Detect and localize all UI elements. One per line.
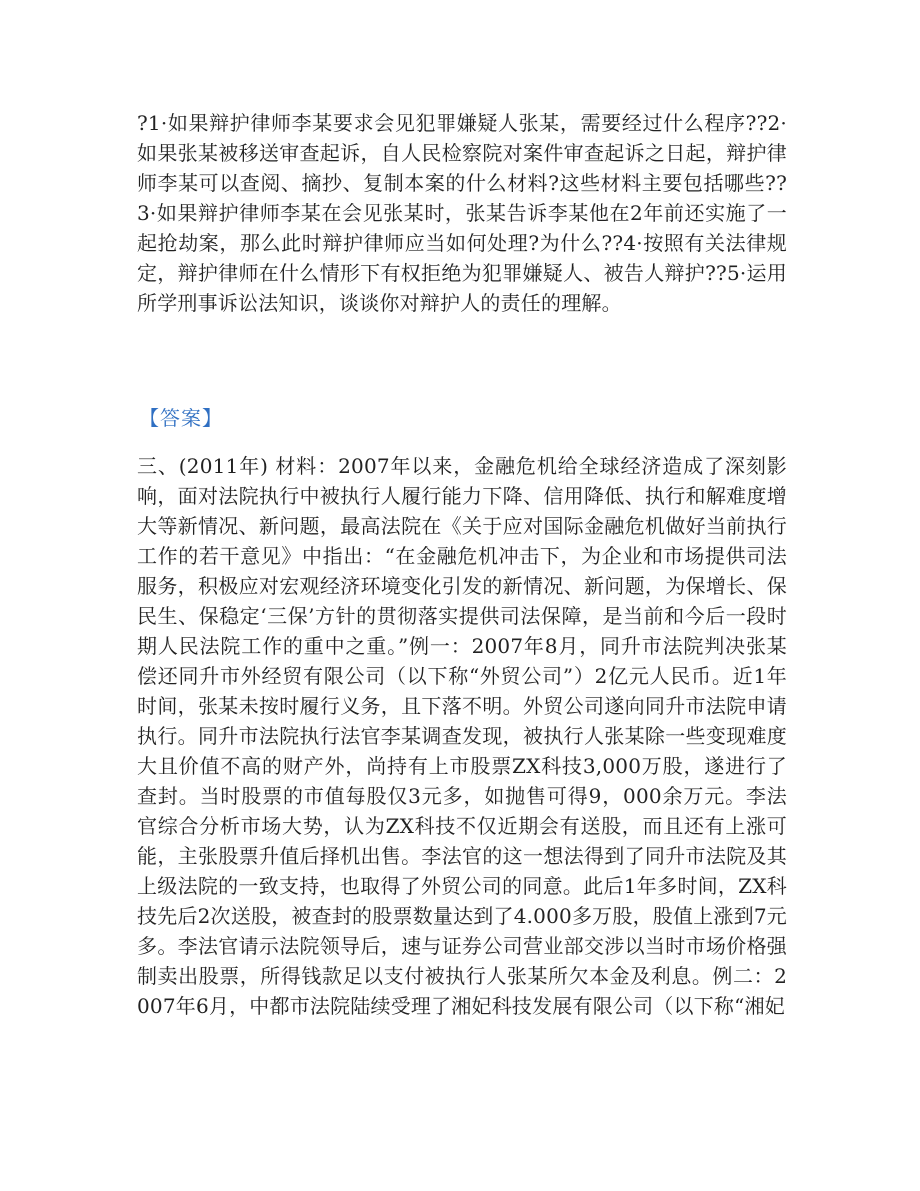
answer-heading: 【答案】 [139, 406, 223, 430]
questions-paragraph: ?1·如果辩护律师李某要求会见犯罪嫌疑人张某，需要经过什么程序??2·如果张某被移送审查起诉，自人民检察院对案件审查起诉之日起，辩护律师李某可以查阅、摘抄、复制本案的什么材料?这些材料主要包括哪些??3·如果辩护律师李某在会见张某时，张某告诉李某他在2年前还实施了一起抢劫案，那么此时辩护律师应当如何处理?为什么??4·按照有关法律规定，辩护律师在什么情形下有权拒绝为犯罪嫌疑人、被告人辩护??5·运用所学刑事诉讼法知识，谈谈你对辩护人的责任的理解。 [137, 111, 787, 315]
answer-paragraph: 三、(2011年) 材料：2007年以来，金融危机给全球经济造成了深刻影响，面对法院执行中被执行人履行能力下降、信用降低、执行和解难度增大等新情况、新问题，最高法院在《关于应对国际金融危机做好当前执行工作的若干意见》中指出：“在金融危机冲击下，为企业和市场提供司法服务，积极应对宏观经济环境变化引发的新情况、新问题，为保增长、保民生、保稳定‘三保’方针的贯彻落实提供司法保障，是当前和今后一段时期人民法院工作的重中之重。”例一：2007年8月，同升市法院判决张某偿还同升市外经贸有限公司（以下称“外贸公司”）2亿元人民币。近1年时间，张某未按时履行义务，且下落不明。外贸公司遂向同升市法院申请执行。同升市法院执行法官李某调查发现，被执行人张某除一些变现难度大且价值不高的财产外，尚持有上市股票ZX科技3,000万股，遂进行了查封。当时股票的市值每股仅3元多，如抛售可得9，000余万元。李法官综合分析市场大势，认为ZX科技不仅近期会有送股，而且还有上涨可能，主张股票升值后择机出售。李法官的这一想法得到了同升市法院及其上级法院的一致支持，也取得了外贸公司的同意。此后1年多时间，ZX科技先后2次送股，被查封的股票数量达到了4.000多万股，股值上涨到7元多。李法官请示法院领导后，速与证券公司营业部交涉以当时市场价格强制卖出股票，所得钱款足以支付被执行人张某所欠本金及利息。例二：2007年6月，中都市法院陆续受理了湘妃科技发展有限公司（以下称“湘妃 [137, 454, 787, 1018]
